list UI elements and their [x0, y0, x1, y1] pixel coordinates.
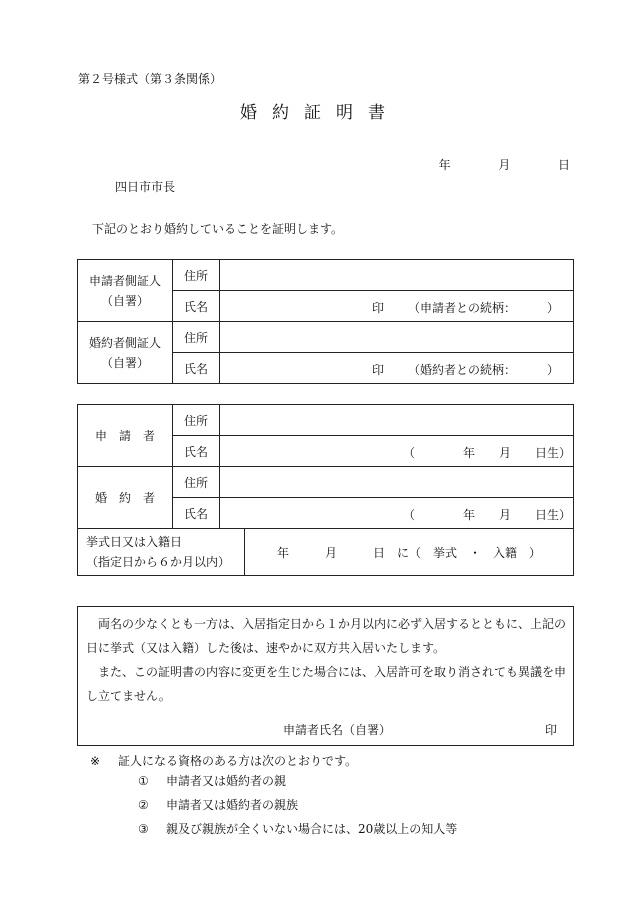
- party-table: [77, 404, 574, 576]
- form-number: 第２号様式（第３条関係）: [78, 72, 223, 86]
- note-mark: ※: [90, 754, 101, 768]
- addressee: 四日市市長: [115, 180, 176, 194]
- fiance-address-field[interactable]: [220, 467, 574, 498]
- fiance-birth-date: （ 年 月 日生）: [403, 508, 572, 522]
- fiance-name-field[interactable]: [220, 498, 574, 529]
- fiance-witness-name-field[interactable]: [220, 353, 574, 384]
- fiance-relation-label: （婚約者との続柄：: [408, 363, 517, 377]
- relation-close: ）: [546, 363, 559, 377]
- note-text: 証人になる資格のある方は次のとおりです。: [118, 754, 358, 768]
- fiance-witness-label: 婚約者側証人 （自署）: [78, 322, 173, 384]
- date-year: 年: [438, 158, 451, 172]
- date-day: 日: [557, 158, 570, 172]
- relation-close: ）: [546, 301, 559, 315]
- applicant-seal-mark: 印: [544, 723, 557, 737]
- note-item: ③ 親及び親族が全くいない場合には、20歳以上の知人等: [138, 822, 458, 836]
- note: [90, 752, 357, 769]
- applicant-name-field[interactable]: [220, 436, 574, 467]
- applicant-witness-label: 申請者側証人 （自署）: [78, 260, 173, 322]
- applicant-witness-name-field[interactable]: [220, 291, 574, 322]
- fiance-name-label: 氏名: [173, 498, 220, 529]
- note-item: ② 申請者又は婚約者の親族: [138, 798, 299, 812]
- seal-mark: 印: [372, 363, 385, 377]
- fiance-witness-address-field[interactable]: [220, 322, 574, 353]
- applicant-address-label: 住所: [173, 405, 220, 436]
- applicant-witness-name-label: 氏名: [173, 291, 220, 322]
- applicant-label: 申 請 者: [78, 405, 173, 467]
- applicant-witness-address-label: 住所: [173, 260, 220, 291]
- document-title: 婚約証明書: [240, 103, 400, 123]
- note-item: ① 申請者又は婚約者の親: [138, 774, 287, 788]
- certification-statement: 下記のとおり婚約していることを証明します。: [92, 222, 344, 236]
- fiance-witness-address-label: 住所: [173, 322, 220, 353]
- fiance-label: 婚 約 者: [78, 467, 173, 529]
- seal-mark: 印: [372, 301, 385, 315]
- fiance-address-label: 住所: [173, 467, 220, 498]
- applicant-birth-date: （ 年 月 日生）: [403, 446, 572, 460]
- applicant-signature-label: 申請者氏名（自署）: [283, 723, 392, 737]
- applicant-witness-address-field[interactable]: [220, 260, 574, 291]
- pledge-box: [77, 606, 574, 746]
- fiance-witness-name-label: 氏名: [173, 353, 220, 384]
- witness-table: [77, 259, 574, 384]
- pledge-paragraph-1: 両名の少なくとも一方は、入居指定日から１か月以内に必ず入居するとともに、上記の日に挙式（又は入籍）した後は、速やかに双方共入居いたします。: [86, 617, 567, 655]
- date-month: 月: [498, 158, 511, 172]
- applicant-relation-label: （申請者との続柄：: [408, 301, 517, 315]
- date-line: [439, 156, 570, 173]
- wedding-date-field[interactable]: 年 月 日 に（ 挙式 ・ 入籍 ）: [245, 529, 574, 576]
- wedding-date-label: 挙式日又は入籍日 （指定日から６か月以内）: [78, 529, 245, 576]
- applicant-name-label: 氏名: [173, 436, 220, 467]
- pledge-paragraph-2: また、この証明書の内容に変更を生じた場合には、入居許可を取り消されても異議を申し立てません。: [86, 665, 567, 703]
- applicant-address-field[interactable]: [220, 405, 574, 436]
